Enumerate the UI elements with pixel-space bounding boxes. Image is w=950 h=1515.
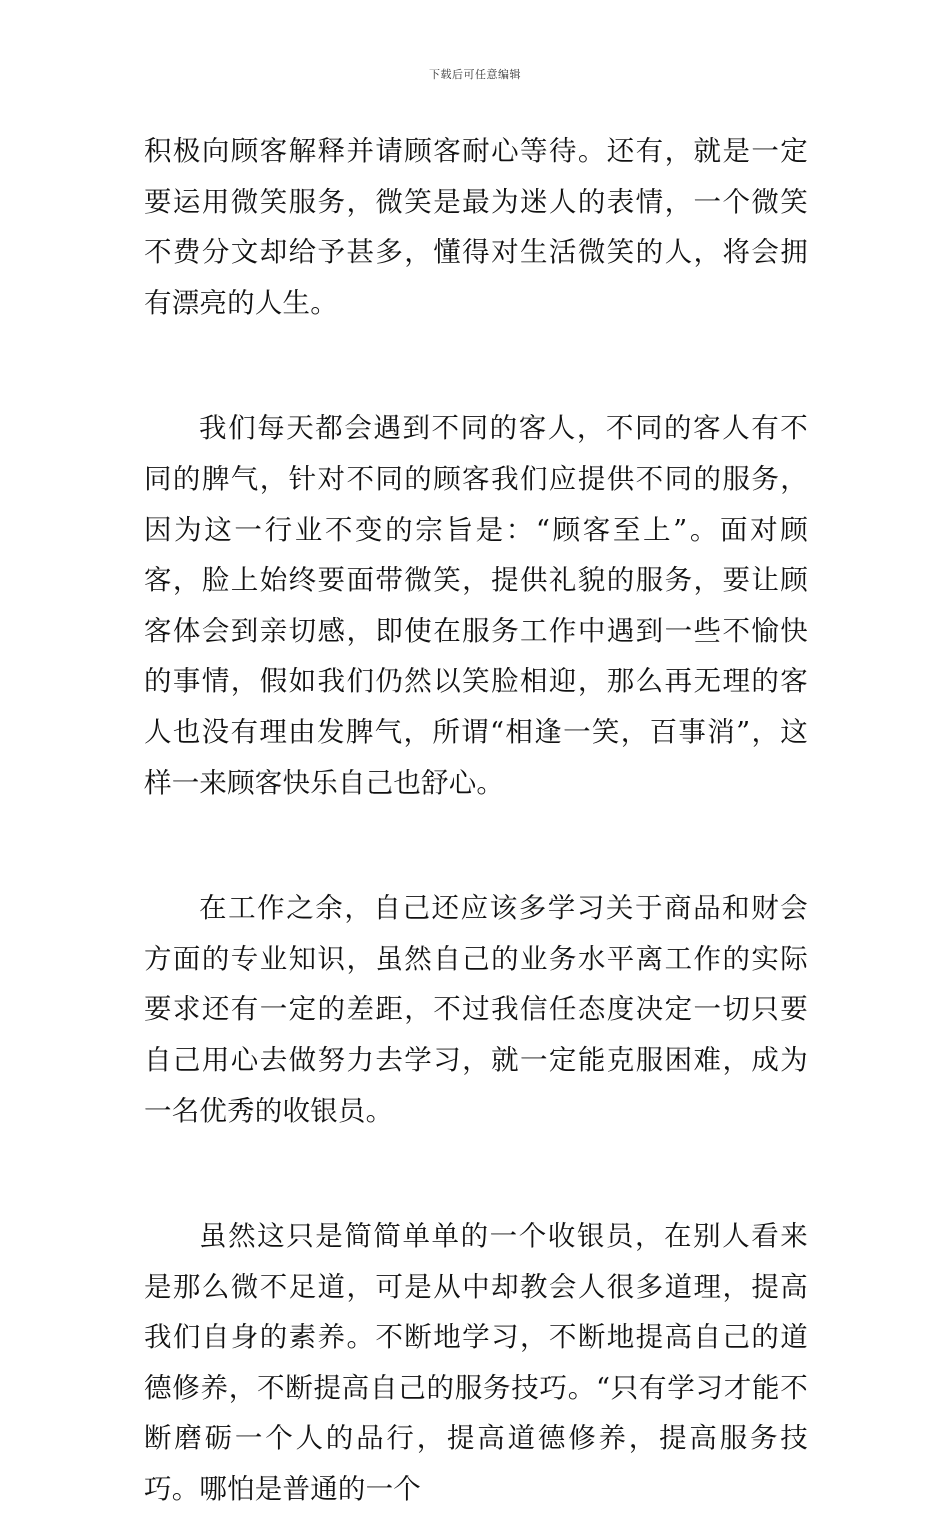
paragraph-4: 虽然这只是简简单单的一个收银员，在别人看来是那么微不足道，可是从中却教会人很多道理，提高我们自身的素养。不断地学习，不断地提高自己的道德修养，不断提高自己的服务技巧。“只有学习才能不断磨砺一个人的品行，提高道德修养，提高服务技巧。哪怕是普通的一个: [144, 1220, 808, 1506]
document-body: [144, 126, 808, 1515]
paragraph-1: 积极向顾客解释并请顾客耐心等待。还有，就是一定要运用微笑服务，微笑是最为迷人的表情，一个微笑不费分文却给予甚多，懂得对生活微笑的人，将会拥有漂亮的人生。: [144, 135, 808, 319]
paragraph-2: 我们每天都会遇到不同的客人，不同的客人有不同的脾气，针对不同的顾客我们应提供不同的服务，因为这一行业不变的宗旨是：“顾客至上”。面对顾客，脸上始终要面带微笑，提供礼貌的服务，要让顾客体会到亲切感，即使在服务工作中遇到一些不愉快的事情，假如我们仍然以笑脸相迎，那么再无理的客人也没有理由发脾气，所谓“相逢一笑，百事消”，这样一来顾客快乐自己也舒心。: [144, 412, 808, 799]
paragraph-3: 在工作之余，自己还应该多学习关于商品和财会方面的专业知识，虽然自己的业务水平离工作的实际要求还有一定的差距，不过我信任态度决定一切只要自己用心去做努力去学习，就一定能克服困难，成为一名优秀的收银员。: [144, 892, 808, 1127]
paragraph-spacer: [144, 808, 808, 883]
page-header: 下载后可任意编辑: [429, 68, 521, 81]
paragraph-spacer: [144, 1136, 808, 1211]
paragraph-spacer: [144, 328, 808, 403]
